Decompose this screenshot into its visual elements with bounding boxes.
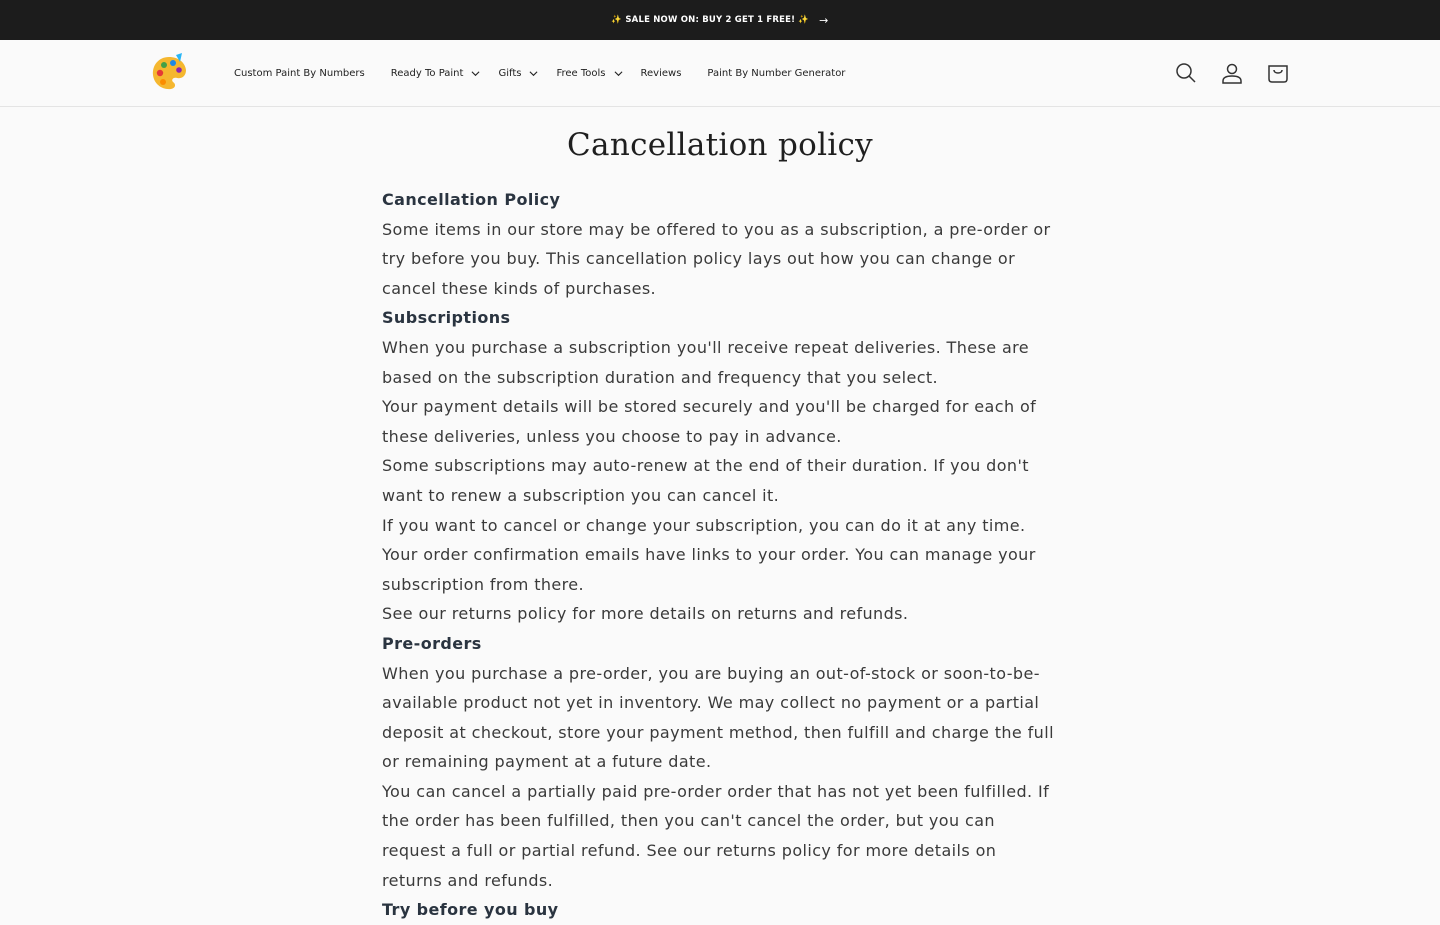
nav-ready-to-paint[interactable]: Ready To Paint [391,68,481,79]
policy-paragraph: Your payment details will be stored securely and you'll be charged for each of these deliveries, unless you choose to pay in advance. [382,397,1037,446]
cart-icon[interactable] [1266,61,1290,85]
account-icon[interactable] [1220,61,1244,85]
announcement-bar[interactable] [0,0,1440,40]
policy-heading: Pre-orders [382,633,482,653]
main-content [382,107,1058,925]
nav-paint-by-number-generator[interactable]: Paint By Number Generator [707,67,846,79]
nav-reviews[interactable]: Reviews [640,67,682,79]
policy-heading: Subscriptions [382,308,511,328]
nav-free-tools[interactable]: Free Tools [556,68,622,79]
policy-heading: Cancellation Policy [382,190,561,209]
chevron-down-icon[interactable] [471,69,480,78]
policy-paragraph: See our returns policy for more details on returns and refunds. [382,604,909,624]
search-icon[interactable] [1174,61,1198,85]
nav-custom-paint-by-numbers[interactable]: Custom Paint By Numbers [234,67,365,79]
paint-palette-icon[interactable] [149,53,189,93]
chevron-down-icon[interactable] [614,69,623,78]
policy-paragraph: When you purchase a pre-order, you are buying an out-of-stock or soon-to-be-available product not yet in inventory. We may collect no payment or a partial deposit at checkout, store your payment method, then fulfill and charge the full or remaining payment at a future date. [382,663,1054,772]
policy-paragraph: Some subscriptions may auto-renew at the end of their duration. If you don't want to renew a subscription you can cancel it. [382,456,1029,505]
announcement-text[interactable]: ✨ SALE NOW ON: BUY 2 GET 1 FREE! ✨ [611,15,810,25]
main-nav [234,40,871,106]
policy-heading: Try before you buy [382,900,559,920]
policy-paragraph: If you want to cancel or change your subscription, you can do it at any time. Your order confirmation emails have links to your order. You can manage your subscription from there. [382,515,1036,594]
page-title: Cancellation policy [567,127,873,163]
chevron-down-icon[interactable] [529,69,538,78]
policy-content [382,185,1058,925]
policy-paragraph: Some items in our store may be offered to you as a subscription, a pre-order or try before you buy. This cancellation policy lays out how you can change or cancel these kinds of purchases. [382,219,1051,298]
arrow-right-icon[interactable]: → [819,13,829,27]
site-header [0,40,1440,107]
header-icons [1174,40,1290,106]
policy-paragraph: When you purchase a subscription you'll receive repeat deliveries. These are based on the subscription duration and frequency that you select. [382,337,1030,387]
nav-gifts[interactable]: Gifts [498,68,538,79]
policy-paragraph: You can cancel a partially paid pre-order order that has not yet been fulfilled. If the order has been fulfilled, then you can't cancel the order, but you can request a full or partial refund. See our returns policy for more details on returns and refunds. [382,781,1050,890]
